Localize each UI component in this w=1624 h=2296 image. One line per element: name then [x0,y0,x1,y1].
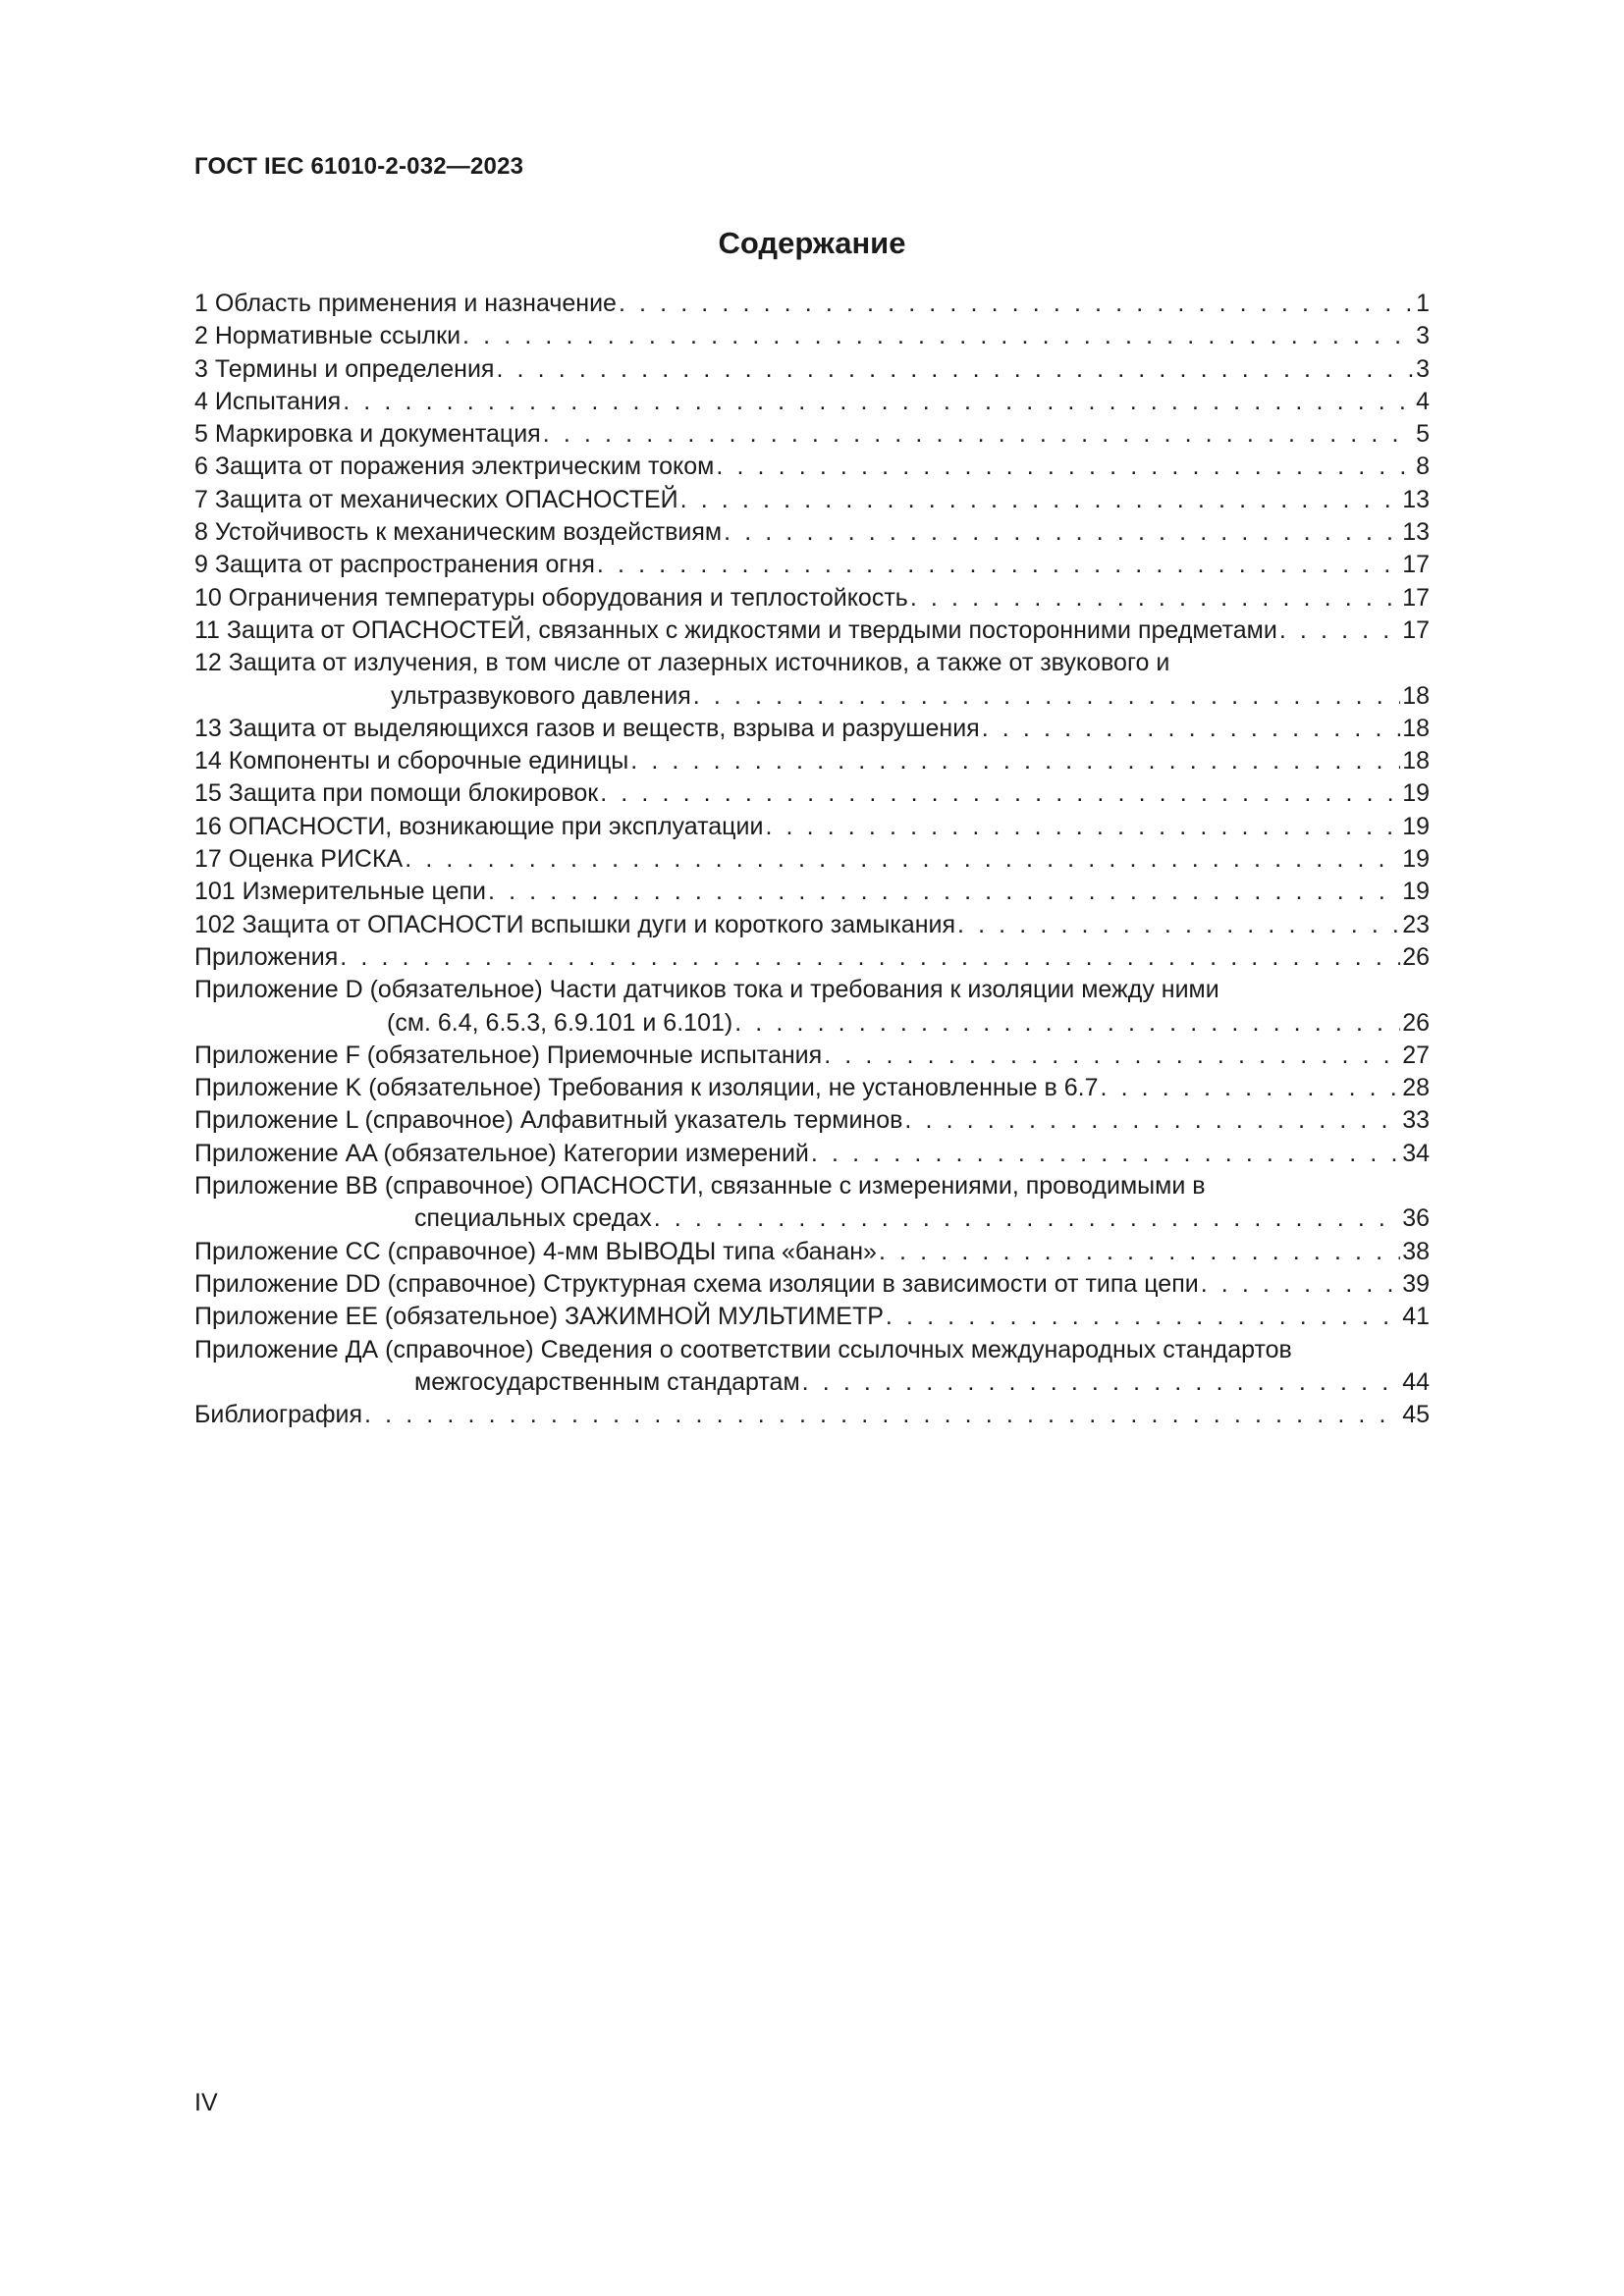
toc-leader [654,1204,1400,1233]
toc-entry-14[interactable] [194,747,1430,779]
toc-entry-page: 44 [1402,1367,1430,1396]
toc-entry-text: 10 Ограничения температуры оборудования и теплостойкость [194,583,908,612]
toc-entry-12[interactable] [194,649,1430,681]
toc-entry-15[interactable] [194,779,1430,812]
toc-entry-text: 4 Испытания [194,387,342,415]
toc-leader [734,1009,1400,1038]
toc-entry-text: Библиография [194,1401,363,1429]
toc-entry-text-continued: межгосударственным стандартам [414,1367,800,1396]
toc-entry-page: 18 [1402,714,1430,742]
toc-entry-text: 7 Защита от механических ОПАСНОСТЕЙ [194,485,678,513]
toc-entry-page: 17 [1402,583,1430,612]
toc-entry-text-continued: ультразвукового давления [391,681,691,710]
toc-leader [957,911,1400,939]
toc-leader [886,1303,1400,1331]
document-code: ГОСТ IEC 61010-2-032—2023 [194,153,524,180]
toc-entry-text: 9 Защита от распространения огня [194,551,595,579]
toc-entry-text: Приложение EE (обязательное) ЗАЖИМНОЙ МУЛЬТИМЕТР [194,1303,884,1331]
toc-entry-annex-cc[interactable] [194,1238,1430,1270]
toc-entry-page: 3 [1416,354,1430,383]
toc-leader [1201,1270,1400,1299]
toc-entry-text: 101 Измерительные цепи [194,878,486,906]
toc-entry-page: 34 [1402,1139,1430,1167]
toc-leader [811,1140,1400,1168]
toc-entry-7[interactable] [194,486,1430,518]
toc-entry-page: 33 [1402,1106,1430,1135]
toc-leader [630,747,1400,775]
toc-entry-text-continued: специальных средах [414,1204,652,1233]
toc-leader [600,779,1400,808]
toc-entry-page: 1 [1416,290,1430,317]
toc-entry-text: Приложение K (обязательное) Требования к изоляции, не установленные в 6.7 [194,1074,1099,1102]
toc-entry-page: 38 [1402,1237,1430,1265]
toc-entry-page: 13 [1402,485,1430,513]
toc-entry-annex-bb[interactable] [194,1172,1430,1204]
toc-leader [802,1368,1401,1397]
toc-leader [1279,616,1400,645]
toc-entry-page: 5 [1416,420,1430,449]
toc-entry-text: Приложение ДА (справочное) Сведения о соответствии ссылочных международных стандартов [194,1335,1292,1363]
toc-entry-1[interactable] [194,290,1430,322]
toc-entry-page: 17 [1402,551,1430,579]
toc-entry-13[interactable] [194,715,1430,747]
toc-leader [364,1401,1400,1429]
toc-entry-annex-aa[interactable] [194,1140,1430,1172]
toc-entry-annex-bb-continued[interactable] [194,1204,1430,1237]
toc-entry-5[interactable] [194,420,1430,453]
toc-entry-annex-f[interactable] [194,1041,1430,1074]
toc-entry-annex-d-continued[interactable] [194,1009,1430,1041]
toc-leader [597,551,1400,579]
toc-entry-text: Приложение L (справочное) Алфавитный указатель терминов [194,1106,903,1135]
toc-entry-text: Приложение AA (обязательное) Категории измерений [194,1139,809,1167]
toc-entry-page: 27 [1402,1041,1430,1069]
toc-leader [910,584,1400,613]
toc-entry-page: 23 [1402,910,1430,938]
page-number: IV [194,2089,218,2116]
table-of-contents [194,290,1430,1433]
toc-entry-text: 11 Защита от ОПАСНОСТЕЙ, связанных с жидкостями и твердыми посторонними предметами [194,615,1277,644]
toc-entry-annex-d[interactable] [194,976,1430,1008]
toc-entry-page: 28 [1402,1074,1430,1102]
toc-entry-page: 18 [1402,681,1430,710]
toc-leader [724,518,1400,547]
toc-entry-page: 19 [1402,878,1430,906]
toc-entry-page: 26 [1402,942,1430,971]
toc-entry-text: Приложения [194,942,339,971]
toc-entry-annexes[interactable] [194,943,1430,976]
toc-leader [405,845,1400,874]
toc-leader [693,682,1400,711]
toc-entry-page: 3 [1416,322,1430,350]
toc-entry-page: 26 [1402,1008,1430,1037]
toc-leader [343,388,1414,416]
toc-entry-text: Приложение BB (справочное) ОПАСНОСТИ, связанные с измерениями, проводимыми в [194,1172,1206,1201]
toc-entry-12-continued[interactable] [194,682,1430,715]
toc-entry-annex-da-continued[interactable] [194,1368,1430,1401]
toc-entry-6[interactable] [194,453,1430,485]
toc-leader [543,420,1414,449]
toc-entry-101[interactable] [194,878,1430,910]
toc-leader [462,322,1414,350]
toc-entry-annex-ee[interactable] [194,1303,1430,1335]
toc-entry-text: Приложение F (обязательное) Приемочные испытания [194,1041,823,1069]
toc-entry-page: 4 [1416,387,1430,415]
toc-entry-text: 15 Защита при помощи блокировок [194,779,599,808]
toc-entry-page: 13 [1402,518,1430,547]
toc-entry-text: 5 Маркировка и документация [194,420,541,449]
toc-entry-page: 19 [1402,845,1430,874]
toc-entry-text-continued: (см. 6.4, 6.5.3, 6.9.101 и 6.101) [387,1008,733,1037]
toc-entry-page: 39 [1402,1269,1430,1298]
toc-leader [765,813,1400,841]
toc-entry-text: 6 Защита от поражения электрическим током [194,453,715,481]
toc-leader [496,355,1414,384]
toc-entry-page: 8 [1416,453,1430,481]
toc-leader [1100,1074,1400,1102]
toc-entry-text: Приложение D (обязательное) Части датчиков тока и требования к изоляции между ними [194,976,1219,1004]
toc-entry-text: 12 Защита от излучения, в том числе от лазерных источников, а также от звукового и [194,649,1170,677]
toc-entry-page: 19 [1402,812,1430,840]
toc-entry-page: 41 [1402,1303,1430,1331]
toc-entry-text: 3 Термины и определения [194,354,495,383]
toc-entry-annex-da[interactable] [194,1336,1430,1368]
toc-entry-text: 8 Устойчивость к механическим воздействиям [194,518,723,547]
toc-entry-page: 17 [1402,615,1430,644]
toc-entry-text: 2 Нормативные ссылки [194,322,461,350]
toc-leader [982,715,1400,743]
toc-entry-3[interactable] [194,355,1430,388]
toc-entry-text: 17 Оценка РИСКА [194,845,404,874]
toc-leader [340,943,1400,972]
toc-entry-10[interactable] [194,584,1430,616]
toc-entry-page: 36 [1402,1204,1430,1233]
toc-leader [680,486,1401,514]
toc-entry-9[interactable] [194,551,1430,583]
toc-entry-text: Приложение DD (справочное) Структурная схема изоляции в зависимости от типа цепи [194,1269,1199,1298]
toc-leader [904,1106,1400,1135]
toc-entry-annex-dd[interactable] [194,1270,1430,1303]
toc-title: Содержание [718,226,906,260]
toc-leader [619,290,1414,318]
toc-entry-102[interactable] [194,911,1430,943]
toc-entry-page: 45 [1402,1401,1430,1429]
toc-leader [716,453,1414,481]
toc-entry-text: 102 Защита от ОПАСНОСТИ вспышки дуги и короткого замыкания [194,910,955,938]
toc-entry-annex-k[interactable] [194,1074,1430,1106]
toc-entry-page: 18 [1402,747,1430,775]
toc-entry-2[interactable] [194,322,1430,354]
toc-entry-text: 13 Защита от выделяющихся газов и веществ, взрыва и разрушения [194,714,980,742]
toc-entry-annex-l[interactable] [194,1106,1430,1139]
toc-entry-text: 1 Область применения и назначение [194,290,617,317]
toc-entry-text: Приложение CC (справочное) 4-мм ВЫВОДЫ типа «банан» [194,1237,877,1265]
toc-entry-bibliography[interactable] [194,1401,1430,1433]
toc-leader [879,1238,1400,1266]
toc-entry-text: 14 Компоненты и сборочные единицы [194,747,629,775]
toc-leader [824,1041,1400,1070]
toc-entry-16[interactable] [194,813,1430,845]
toc-leader [488,878,1400,906]
toc-entry-page: 19 [1402,779,1430,808]
toc-entry-8[interactable] [194,518,1430,551]
toc-entry-17[interactable] [194,845,1430,878]
toc-entry-11[interactable] [194,616,1430,649]
toc-entry-4[interactable] [194,388,1430,420]
toc-entry-text: 16 ОПАСНОСТИ, возникающие при эксплуатации [194,812,764,840]
